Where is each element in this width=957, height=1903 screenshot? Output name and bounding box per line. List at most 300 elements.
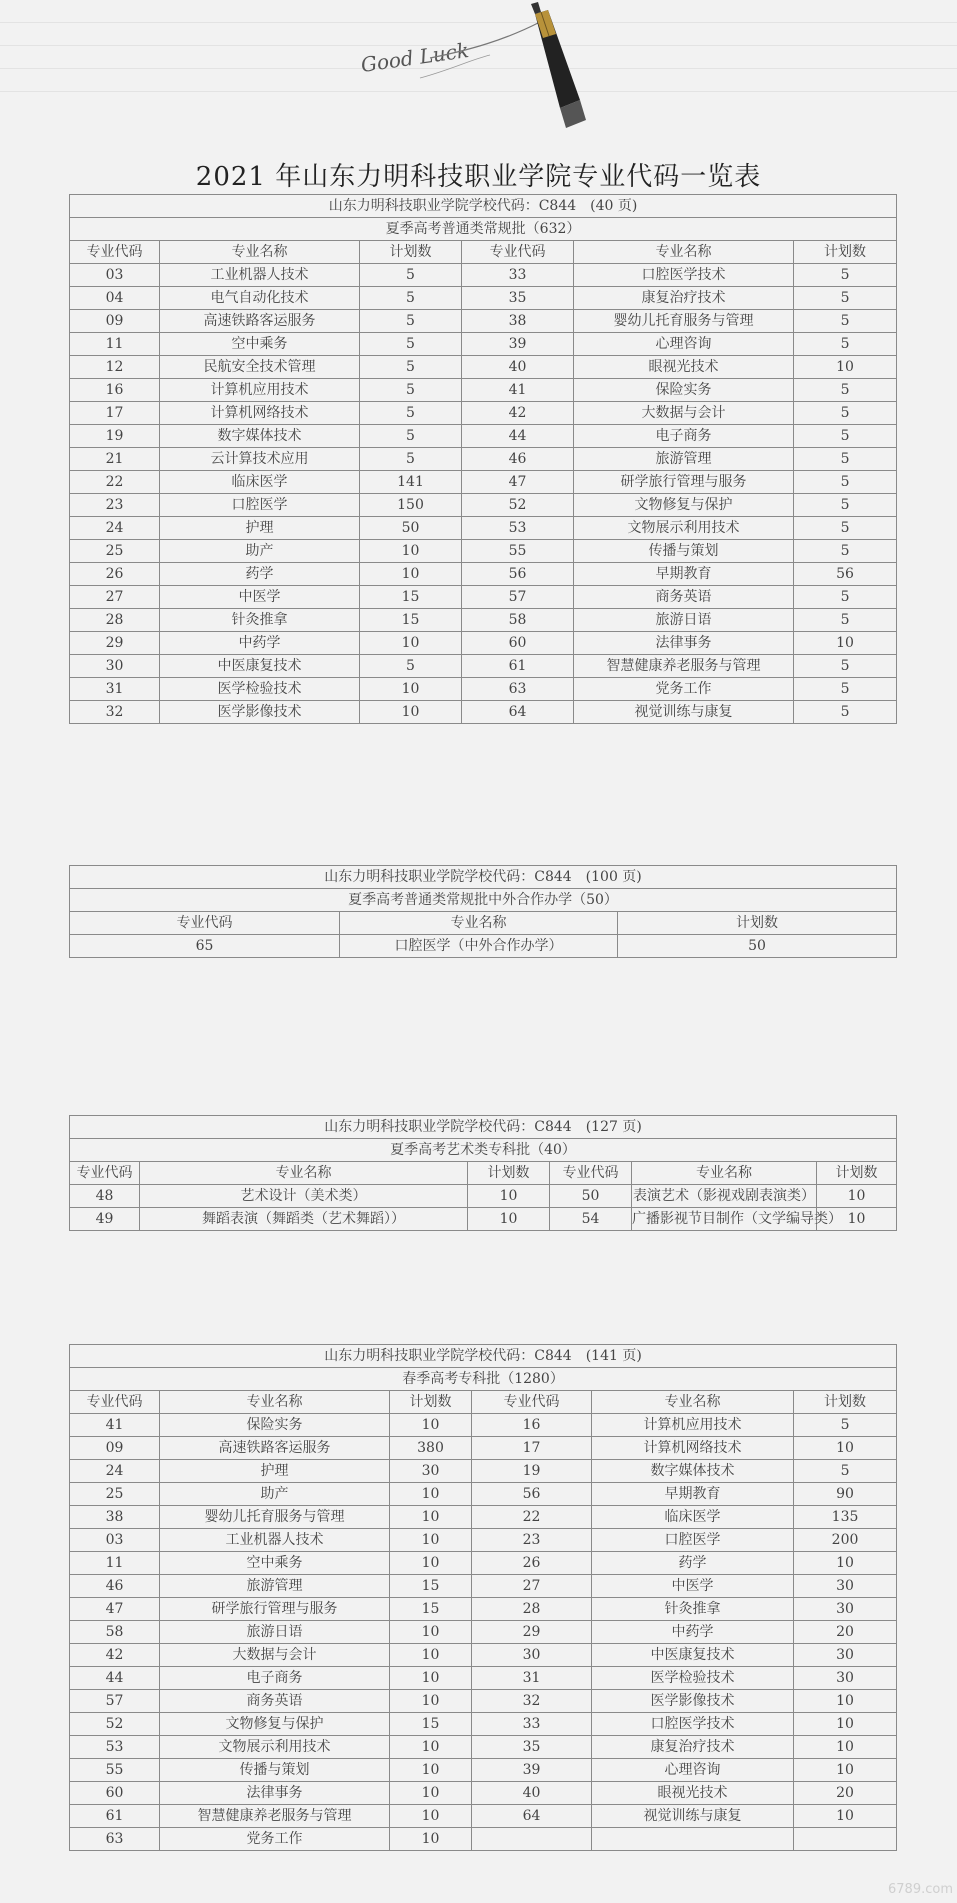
cell-plan: 15 <box>360 586 462 609</box>
cell-name: 眼视光技术 <box>592 1782 794 1805</box>
cell-code: 33 <box>472 1713 592 1736</box>
cell-code: 38 <box>70 1506 160 1529</box>
cell-name: 婴幼儿托育服务与管理 <box>574 310 794 333</box>
cell-code: 17 <box>472 1437 592 1460</box>
cell-code: 30 <box>472 1644 592 1667</box>
cell-plan: 10 <box>390 1667 472 1690</box>
table-row <box>70 517 897 540</box>
table-row <box>70 1552 897 1575</box>
cell-plan: 5 <box>360 310 462 333</box>
table-row <box>70 1805 897 1828</box>
cell-name: 空中乘务 <box>160 1552 390 1575</box>
cell-code: 61 <box>462 655 574 678</box>
cell-plan: 10 <box>794 1759 897 1782</box>
cell-plan: 10 <box>794 1552 897 1575</box>
cell-code: 11 <box>70 333 160 356</box>
cell-code: 31 <box>70 678 160 701</box>
table-row <box>70 425 897 448</box>
cell-plan: 200 <box>794 1529 897 1552</box>
cell-plan: 150 <box>360 494 462 517</box>
cell-name: 针灸推拿 <box>592 1598 794 1621</box>
cell-code: 53 <box>462 517 574 540</box>
header-plan: 计划数 <box>794 241 897 264</box>
cell-plan: 5 <box>794 678 897 701</box>
cell-code: 26 <box>472 1552 592 1575</box>
cell-name: 空中乘务 <box>160 333 360 356</box>
table-row <box>70 1828 897 1851</box>
cell-code: 56 <box>462 563 574 586</box>
cell-plan: 10 <box>390 1805 472 1828</box>
cell-name: 眼视光技术 <box>574 356 794 379</box>
cell-plan: 10 <box>360 540 462 563</box>
cell-name: 党务工作 <box>160 1828 390 1851</box>
cell-name: 中药学 <box>160 632 360 655</box>
cell-name: 中药学 <box>592 1621 794 1644</box>
cell-plan: 10 <box>817 1185 897 1208</box>
cell-name: 高速铁路客运服务 <box>160 1437 390 1460</box>
table-spring-junior-college <box>69 1344 897 1851</box>
cell-name: 艺术设计（美术类） <box>140 1185 468 1208</box>
cell-code: 58 <box>70 1621 160 1644</box>
table-row <box>70 1185 897 1208</box>
table-row <box>70 1759 897 1782</box>
header-plan: 计划数 <box>794 1391 897 1414</box>
cell-name: 舞蹈表演（舞蹈类（艺术舞蹈）） <box>140 1208 468 1231</box>
cell-name: 助产 <box>160 540 360 563</box>
table-row <box>70 1713 897 1736</box>
header-code: 专业代码 <box>462 241 574 264</box>
header-plan: 计划数 <box>468 1162 550 1185</box>
cell-plan: 5 <box>794 1414 897 1437</box>
cell-name: 计算机应用技术 <box>592 1414 794 1437</box>
cell-plan: 5 <box>360 264 462 287</box>
table-row <box>70 678 897 701</box>
cell-name: 婴幼儿托育服务与管理 <box>160 1506 390 1529</box>
cell-code: 54 <box>550 1208 632 1231</box>
cell-plan: 20 <box>794 1782 897 1805</box>
cell-code: 03 <box>70 264 160 287</box>
cell-name: 大数据与会计 <box>574 402 794 425</box>
header-code: 专业代码 <box>472 1391 592 1414</box>
table-row <box>70 1621 897 1644</box>
cell-plan: 10 <box>390 1782 472 1805</box>
table-row <box>70 402 897 425</box>
cell-plan: 10 <box>794 1690 897 1713</box>
cell-code: 35 <box>472 1736 592 1759</box>
cell-name: 电子商务 <box>574 425 794 448</box>
table-row <box>70 586 897 609</box>
cell-name: 数字媒体技术 <box>592 1460 794 1483</box>
cell-code: 17 <box>70 402 160 425</box>
cell-plan: 5 <box>794 287 897 310</box>
cell-code: 57 <box>462 586 574 609</box>
cell-plan: 5 <box>794 402 897 425</box>
cell-name: 计算机应用技术 <box>160 379 360 402</box>
cell-name: 保险实务 <box>574 379 794 402</box>
cell-name: 工业机器人技术 <box>160 1529 390 1552</box>
table-row <box>70 379 897 402</box>
cell-plan: 15 <box>360 609 462 632</box>
cell-code: 31 <box>472 1667 592 1690</box>
cell-name: 高速铁路客运服务 <box>160 310 360 333</box>
cell-name: 文物修复与保护 <box>574 494 794 517</box>
cell-plan: 10 <box>794 1713 897 1736</box>
cell-plan: 5 <box>360 379 462 402</box>
cell-plan: 5 <box>794 517 897 540</box>
cell-plan: 5 <box>794 425 897 448</box>
cell-code: 42 <box>462 402 574 425</box>
cell-code: 44 <box>70 1667 160 1690</box>
cell-name: 中医学 <box>160 586 360 609</box>
header-name: 专业名称 <box>632 1162 817 1185</box>
cell-plan: 5 <box>794 264 897 287</box>
cell-code: 16 <box>472 1414 592 1437</box>
fountain-pen-illustration <box>0 0 957 130</box>
cell-code: 63 <box>70 1828 160 1851</box>
cell-plan: 5 <box>794 540 897 563</box>
cell-plan: 30 <box>794 1598 897 1621</box>
cell-code: 28 <box>472 1598 592 1621</box>
cell-name: 文物展示利用技术 <box>160 1736 390 1759</box>
cell-plan: 5 <box>794 586 897 609</box>
cell-code: 25 <box>70 540 160 563</box>
cell-plan: 10 <box>817 1208 897 1231</box>
cell-code: 28 <box>70 609 160 632</box>
table-row <box>70 1644 897 1667</box>
cell-name: 大数据与会计 <box>160 1644 390 1667</box>
table-summer-regular <box>69 194 897 724</box>
header-name: 专业名称 <box>160 1391 390 1414</box>
cell-name: 康复治疗技术 <box>592 1736 794 1759</box>
cell-code: 40 <box>472 1782 592 1805</box>
cell-name: 口腔医学技术 <box>592 1713 794 1736</box>
table-row <box>70 563 897 586</box>
cell-name: 电子商务 <box>160 1667 390 1690</box>
cell-name: 口腔医学 <box>160 494 360 517</box>
cell-plan: 5 <box>794 1460 897 1483</box>
cell-code: 35 <box>462 287 574 310</box>
table-row <box>70 1667 897 1690</box>
cell-name: 口腔医学（中外合作办学） <box>340 935 618 958</box>
table-row <box>70 1782 897 1805</box>
cell-plan: 141 <box>360 471 462 494</box>
cell-name: 旅游日语 <box>160 1621 390 1644</box>
cell-plan: 15 <box>390 1575 472 1598</box>
table-row <box>70 632 897 655</box>
cell-name: 智慧健康养老服务与管理 <box>160 1805 390 1828</box>
table-row <box>70 1598 897 1621</box>
cell-plan: 20 <box>794 1621 897 1644</box>
cell-name: 药学 <box>160 563 360 586</box>
cell-code: 64 <box>462 701 574 724</box>
cell-code: 65 <box>70 935 340 958</box>
cell-name: 研学旅行管理与服务 <box>574 471 794 494</box>
batch-line: 夏季高考普通类常规批（632） <box>70 218 897 241</box>
cell-code: 29 <box>472 1621 592 1644</box>
cell-name: 护理 <box>160 517 360 540</box>
cell-name: 医学检验技术 <box>160 678 360 701</box>
table-row <box>70 333 897 356</box>
cell-code: 56 <box>472 1483 592 1506</box>
table-row <box>70 1690 897 1713</box>
cell-code: 42 <box>70 1644 160 1667</box>
cell-plan: 90 <box>794 1483 897 1506</box>
batch-line: 春季高考专科批（1280） <box>70 1368 897 1391</box>
table-row <box>70 1437 897 1460</box>
cell-name: 民航安全技术管理 <box>160 356 360 379</box>
cell-code: 22 <box>70 471 160 494</box>
cell-code: 52 <box>70 1713 160 1736</box>
cell-name: 广播影视节目制作（文学编导类） <box>632 1208 817 1231</box>
cell-plan: 10 <box>468 1185 550 1208</box>
cell-code: 50 <box>550 1185 632 1208</box>
cell-code: 21 <box>70 448 160 471</box>
cell-name: 研学旅行管理与服务 <box>160 1598 390 1621</box>
cell-name: 口腔医学 <box>592 1529 794 1552</box>
cell-code: 25 <box>70 1483 160 1506</box>
cell-name: 文物修复与保护 <box>160 1713 390 1736</box>
cell-code: 52 <box>462 494 574 517</box>
cell-plan: 15 <box>390 1713 472 1736</box>
cell-plan: 5 <box>360 287 462 310</box>
cell-plan: 10 <box>360 632 462 655</box>
header-code: 专业代码 <box>550 1162 632 1185</box>
cell-code: 30 <box>70 655 160 678</box>
cell-plan: 10 <box>360 678 462 701</box>
cell-plan: 10 <box>360 563 462 586</box>
cell-plan: 15 <box>390 1598 472 1621</box>
table-row <box>70 287 897 310</box>
table-row <box>70 1736 897 1759</box>
signature-graphic <box>359 22 540 78</box>
cell-plan: 5 <box>794 379 897 402</box>
cell-name: 康复治疗技术 <box>574 287 794 310</box>
school-code-line: 山东力明科技职业学院学校代码：C844 (40 页) <box>70 195 897 218</box>
cell-plan: 5 <box>360 402 462 425</box>
cell-name: 中医学 <box>592 1575 794 1598</box>
cell-name: 计算机网络技术 <box>592 1437 794 1460</box>
cell-code: 09 <box>70 1437 160 1460</box>
cell-name: 文物展示利用技术 <box>574 517 794 540</box>
cell-code: 38 <box>462 310 574 333</box>
cell-plan: 5 <box>794 494 897 517</box>
cell-code: 11 <box>70 1552 160 1575</box>
cell-name: 医学影像技术 <box>160 701 360 724</box>
cell-name: 药学 <box>592 1552 794 1575</box>
cell-plan: 30 <box>794 1667 897 1690</box>
header-plan: 计划数 <box>618 912 897 935</box>
cell-plan: 10 <box>390 1690 472 1713</box>
cell-code: 22 <box>472 1506 592 1529</box>
cell-plan: 56 <box>794 563 897 586</box>
cell-code: 55 <box>462 540 574 563</box>
cell-name: 旅游管理 <box>160 1575 390 1598</box>
cell-name: 视觉训练与康复 <box>592 1805 794 1828</box>
school-code-line: 山东力明科技职业学院学校代码：C844 (141 页) <box>70 1345 897 1368</box>
table-row <box>70 655 897 678</box>
cell-name: 法律事务 <box>574 632 794 655</box>
cell-code <box>472 1828 592 1851</box>
cell-plan: 10 <box>390 1506 472 1529</box>
cell-code: 47 <box>462 471 574 494</box>
header-plan: 计划数 <box>360 241 462 264</box>
svg-text:Good Luck: Good Luck <box>359 38 471 77</box>
cell-plan: 10 <box>794 1805 897 1828</box>
cell-name: 智慧健康养老服务与管理 <box>574 655 794 678</box>
header-plan: 计划数 <box>817 1162 897 1185</box>
cell-plan: 10 <box>390 1644 472 1667</box>
cell-name: 商务英语 <box>160 1690 390 1713</box>
cell-plan: 10 <box>468 1208 550 1231</box>
header-name: 专业名称 <box>592 1391 794 1414</box>
cell-plan: 5 <box>360 448 462 471</box>
table-row <box>70 1208 897 1231</box>
school-code-line: 山东力明科技职业学院学校代码：C844 (127 页) <box>70 1116 897 1139</box>
cell-name: 云计算技术应用 <box>160 448 360 471</box>
cell-plan: 135 <box>794 1506 897 1529</box>
cell-plan: 5 <box>360 356 462 379</box>
school-code-line: 山东力明科技职业学院学校代码：C844 (100 页) <box>70 866 897 889</box>
table-summer-sino-foreign <box>69 865 897 958</box>
cell-code: 47 <box>70 1598 160 1621</box>
cell-name: 传播与策划 <box>160 1759 390 1782</box>
header-name: 专业名称 <box>340 912 618 935</box>
cell-plan: 50 <box>618 935 897 958</box>
table-row <box>70 264 897 287</box>
cell-plan: 5 <box>794 701 897 724</box>
batch-line: 夏季高考普通类常规批中外合作办学（50） <box>70 889 897 912</box>
cell-name: 党务工作 <box>574 678 794 701</box>
cell-plan: 10 <box>794 1736 897 1759</box>
cell-name: 法律事务 <box>160 1782 390 1805</box>
cell-code: 60 <box>462 632 574 655</box>
cell-plan: 50 <box>360 517 462 540</box>
table-row <box>70 935 897 958</box>
cell-code: 19 <box>472 1460 592 1483</box>
cell-name: 计算机网络技术 <box>160 402 360 425</box>
cell-code: 57 <box>70 1690 160 1713</box>
cell-code: 49 <box>70 1208 140 1231</box>
cell-code: 53 <box>70 1736 160 1759</box>
cell-plan: 10 <box>390 1759 472 1782</box>
table-row <box>70 310 897 333</box>
table-row <box>70 448 897 471</box>
cell-plan: 10 <box>390 1483 472 1506</box>
table-row <box>70 494 897 517</box>
cell-code: 24 <box>70 517 160 540</box>
cell-plan: 10 <box>390 1414 472 1437</box>
cell-code: 27 <box>70 586 160 609</box>
header-name: 专业名称 <box>140 1162 468 1185</box>
cell-code: 26 <box>70 563 160 586</box>
cell-plan: 5 <box>794 655 897 678</box>
header-code: 专业代码 <box>70 1162 140 1185</box>
cell-plan: 5 <box>360 333 462 356</box>
cell-code: 55 <box>70 1759 160 1782</box>
cell-plan: 10 <box>390 1529 472 1552</box>
cell-name: 心理咨询 <box>574 333 794 356</box>
cell-plan: 10 <box>360 701 462 724</box>
cell-plan: 30 <box>794 1644 897 1667</box>
page-title: 2021 年山东力明科技职业学院专业代码一览表 <box>195 162 762 192</box>
cell-code: 39 <box>472 1759 592 1782</box>
cell-code: 27 <box>472 1575 592 1598</box>
cell-plan: 10 <box>794 356 897 379</box>
cell-name: 临床医学 <box>160 471 360 494</box>
cell-name: 早期教育 <box>574 563 794 586</box>
cell-name: 医学影像技术 <box>592 1690 794 1713</box>
cell-name: 电气自动化技术 <box>160 287 360 310</box>
cell-plan: 5 <box>360 655 462 678</box>
header-code: 专业代码 <box>70 241 160 264</box>
cell-name: 保险实务 <box>160 1414 390 1437</box>
cell-name: 工业机器人技术 <box>160 264 360 287</box>
cell-name: 心理咨询 <box>592 1759 794 1782</box>
cell-name: 医学检验技术 <box>592 1667 794 1690</box>
cell-name: 数字媒体技术 <box>160 425 360 448</box>
cell-code: 60 <box>70 1782 160 1805</box>
cell-code: 39 <box>462 333 574 356</box>
cell-plan: 10 <box>390 1552 472 1575</box>
cell-name <box>592 1828 794 1851</box>
cell-code: 32 <box>70 701 160 724</box>
cell-name: 护理 <box>160 1460 390 1483</box>
cell-code: 48 <box>70 1185 140 1208</box>
cell-code: 16 <box>70 379 160 402</box>
cell-code: 23 <box>70 494 160 517</box>
cell-code: 12 <box>70 356 160 379</box>
cell-plan <box>794 1828 897 1851</box>
cell-plan: 5 <box>794 471 897 494</box>
cell-code: 32 <box>472 1690 592 1713</box>
header-name: 专业名称 <box>574 241 794 264</box>
cell-name: 助产 <box>160 1483 390 1506</box>
cell-name: 传播与策划 <box>574 540 794 563</box>
cell-code: 09 <box>70 310 160 333</box>
cell-name: 中医康复技术 <box>160 655 360 678</box>
cell-code: 23 <box>472 1529 592 1552</box>
cell-plan: 10 <box>794 1437 897 1460</box>
table-row <box>70 1460 897 1483</box>
cell-code: 19 <box>70 425 160 448</box>
cell-plan: 380 <box>390 1437 472 1460</box>
cell-name: 口腔医学技术 <box>574 264 794 287</box>
pen-icon <box>531 2 586 128</box>
cell-name: 旅游日语 <box>574 609 794 632</box>
cell-name: 商务英语 <box>574 586 794 609</box>
cell-name: 表演艺术（影视戏剧表演类） <box>632 1185 817 1208</box>
table-row <box>70 1575 897 1598</box>
header-name: 专业名称 <box>160 241 360 264</box>
table-row <box>70 1414 897 1437</box>
table-row <box>70 540 897 563</box>
cell-code: 58 <box>462 609 574 632</box>
cell-plan: 10 <box>794 632 897 655</box>
header-code: 专业代码 <box>70 912 340 935</box>
cell-plan: 5 <box>794 448 897 471</box>
cell-plan: 10 <box>390 1736 472 1759</box>
cell-code: 04 <box>70 287 160 310</box>
table-summer-art <box>69 1115 897 1231</box>
cell-code: 33 <box>462 264 574 287</box>
cell-name: 视觉训练与康复 <box>574 701 794 724</box>
cell-code: 03 <box>70 1529 160 1552</box>
cell-plan: 10 <box>390 1621 472 1644</box>
table-row <box>70 356 897 379</box>
cell-code: 46 <box>70 1575 160 1598</box>
header-plan: 计划数 <box>390 1391 472 1414</box>
cell-code: 29 <box>70 632 160 655</box>
